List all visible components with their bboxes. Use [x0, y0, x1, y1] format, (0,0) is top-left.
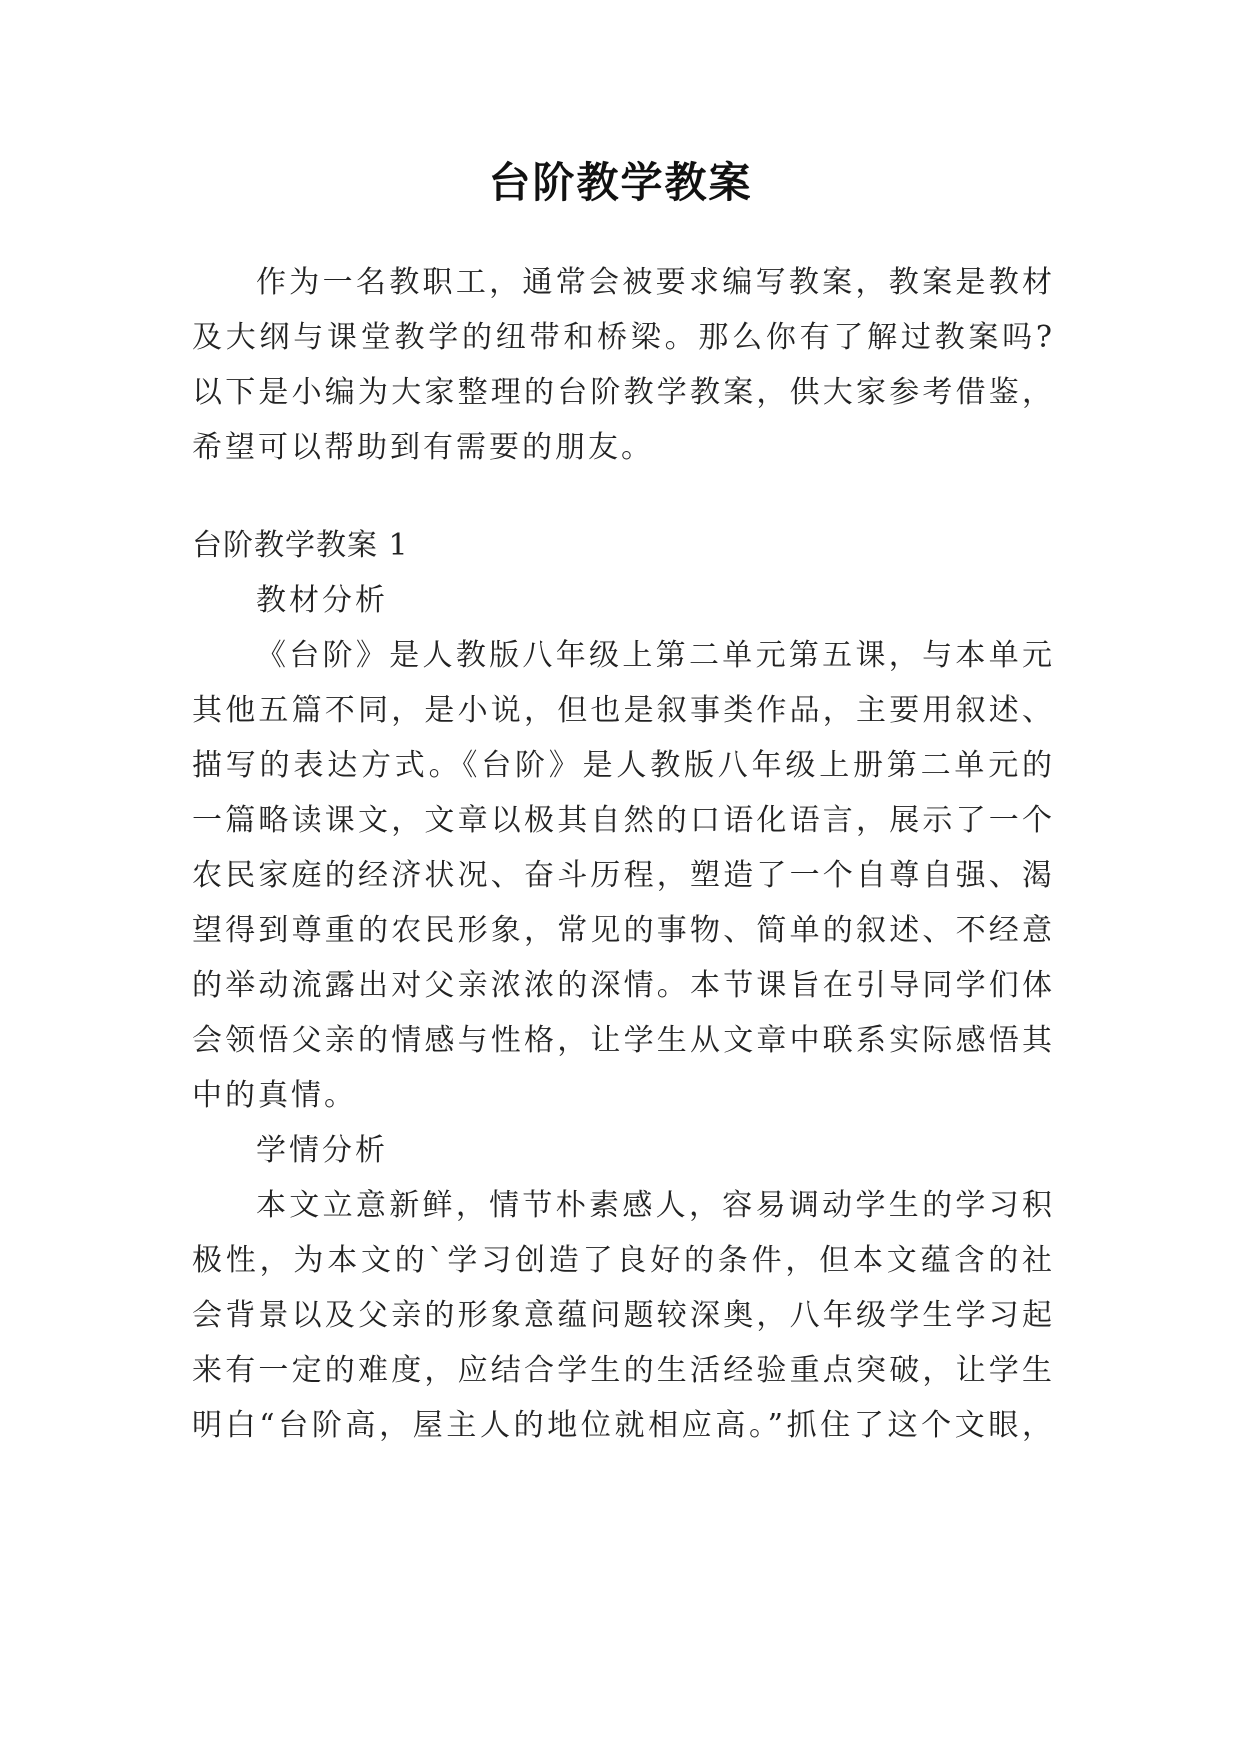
para2-line-1: 本文立意新鲜，情节朴素感人，容易调动学生的学习积: [256, 1188, 1052, 1223]
subheading-textbook-analysis: 教材分析: [256, 583, 388, 618]
para2-line-5: 明白“台阶高，屋主人的地位就相应高。”抓住了这个文眼，: [192, 1408, 1052, 1443]
para1-line-8: 会领悟父亲的情感与性格，让学生从文章中联系实际感悟其: [192, 1023, 1052, 1058]
intro-line-3: 以下是小编为大家整理的台阶教学教案，供大家参考借鉴，: [192, 375, 1052, 410]
section-heading: 台阶教学教案 1: [192, 528, 409, 563]
para2-line-4: 来有一定的难度，应结合学生的生活经验重点突破，让学生: [192, 1353, 1052, 1388]
intro-line-2: 及大纲与课堂教学的纽带和桥梁。那么你有了解过教案吗?: [192, 320, 1052, 355]
para2-line-3: 会背景以及父亲的形象意蕴问题较深奥，八年级学生学习起: [192, 1298, 1052, 1333]
para1-line-6: 望得到尊重的农民形象，常见的事物、简单的叙述、不经意: [192, 913, 1052, 948]
subheading-learner-analysis: 学情分析: [256, 1133, 388, 1168]
para1-line-5: 农民家庭的经济状况、奋斗历程，塑造了一个自尊自强、渴: [192, 858, 1052, 893]
para1-line-2: 其他五篇不同，是小说，但也是叙事类作品，主要用叙述、: [192, 693, 1052, 728]
para1-line-4: 一篇略读课文，文章以极其自然的口语化语言，展示了一个: [192, 803, 1052, 838]
intro-line-4: 希望可以帮助到有需要的朋友。: [192, 430, 654, 465]
document-title: 台阶教学教案: [488, 158, 753, 207]
para1-line-1: 《台阶》是人教版八年级上第二单元第五课，与本单元: [256, 638, 1052, 673]
para1-line-9: 中的真情。: [192, 1078, 357, 1113]
para1-line-3: 描写的表达方式。《台阶》是人教版八年级上册第二单元的: [192, 748, 1052, 783]
para1-line-7: 的举动流露出对父亲浓浓的深情。本节课旨在引导同学们体: [192, 968, 1052, 1003]
intro-line-1: 作为一名教职工，通常会被要求编写教案，教案是教材: [256, 265, 1052, 300]
para2-line-2: 极性，为本文的`学习创造了良好的条件，但本文蕴含的社: [192, 1243, 1052, 1278]
